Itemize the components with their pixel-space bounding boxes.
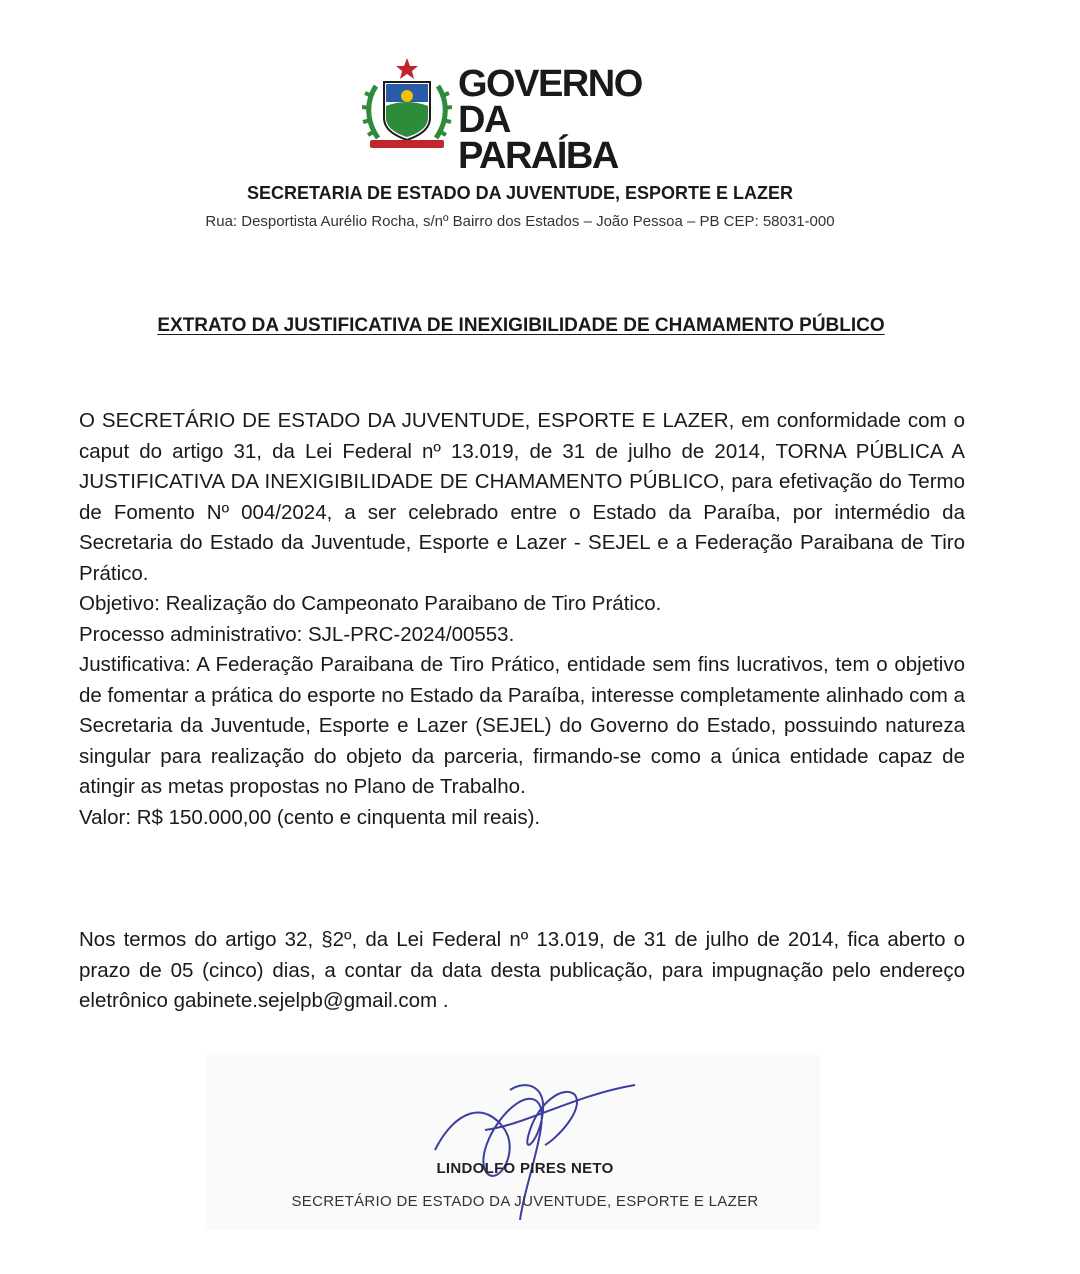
government-logo [362, 56, 662, 177]
organization-address: Rua: Desportista Aurélio Rocha, s/nº Bairro dos Estados – João Pessoa – PB CEP: 58031-000 [205, 213, 835, 230]
logo-line-2: DA PARAÍBA [458, 99, 618, 177]
logo-line-1: GOVERNO [458, 63, 642, 105]
signatory-role: SECRETÁRIO DE ESTADO DA JUVENTUDE, ESPORTE E LAZER [291, 1193, 759, 1210]
paraiba-crest-icon [362, 56, 452, 152]
document-title: EXTRATO DA JUSTIFICATIVA DE INEXIGIBILIDADE DE CHAMAMENTO PÚBLICO [157, 315, 885, 336]
value-line: Valor: R$ 150.000,00 (cento e cinquenta mil reais). [79, 805, 541, 829]
notice-paragraph: Nos termos do artigo 32, §2º, da Lei Federal nº 13.019, de 31 de julho de 2014, fica aberto o prazo de 05 (cinco) dias, a contar da data desta publicação, para impugnação pelo endereço eletrônico gabinete.sejelpb@gmail.com . [79, 928, 965, 1012]
intro-paragraph: O SECRETÁRIO DE ESTADO DA JUVENTUDE, ESPORTE E LAZER, em conformidade com o caput do artigo 31, da Lei Federal nº 13.019, de 31 de julho de 2014, TORNA PÚBLICA A JUSTIFICATIVA DA INEXIGIBILIDADE DE CHAMAMENTO PÚBLICO, para efetivação do Termo de Fomento Nº 004/2024, a ser celebrado entre o Estado da Paraíba, por intermédio da Secretaria do Estado da Juventude, Esporte e Lazer - SEJEL e a Federação Paraibana de Tiro Prático. [79, 409, 965, 585]
objective-line: Objetivo: Realização do Campeonato Paraibano de Tiro Prático. [79, 592, 662, 615]
justification-paragraph: Justificativa: A Federação Paraibana de Tiro Prático, entidade sem fins lucrativos, tem o objetivo de fomentar a prática do esporte no Estado da Paraíba, interesse completamente alinhado com a Secretaria da Juventude, Esporte e Lazer (SEJEL) do Governo do Estado, possuindo natureza singular para realização do objeto da parceria, firmando-se como a única entidade capaz de atingir as metas propostas no Plano de Trabalho. [79, 653, 965, 798]
logo-wordmark [458, 63, 662, 177]
notice-section [79, 925, 965, 1017]
signatory-name: LINDOLFO PIRES NETO [436, 1160, 614, 1177]
document-body [79, 406, 965, 833]
organization-name: SECRETARIA DE ESTADO DA JUVENTUDE, ESPORTE E LAZER [246, 183, 794, 203]
process-line: Processo administrativo: SJL-PRC-2024/00553. [79, 622, 515, 646]
